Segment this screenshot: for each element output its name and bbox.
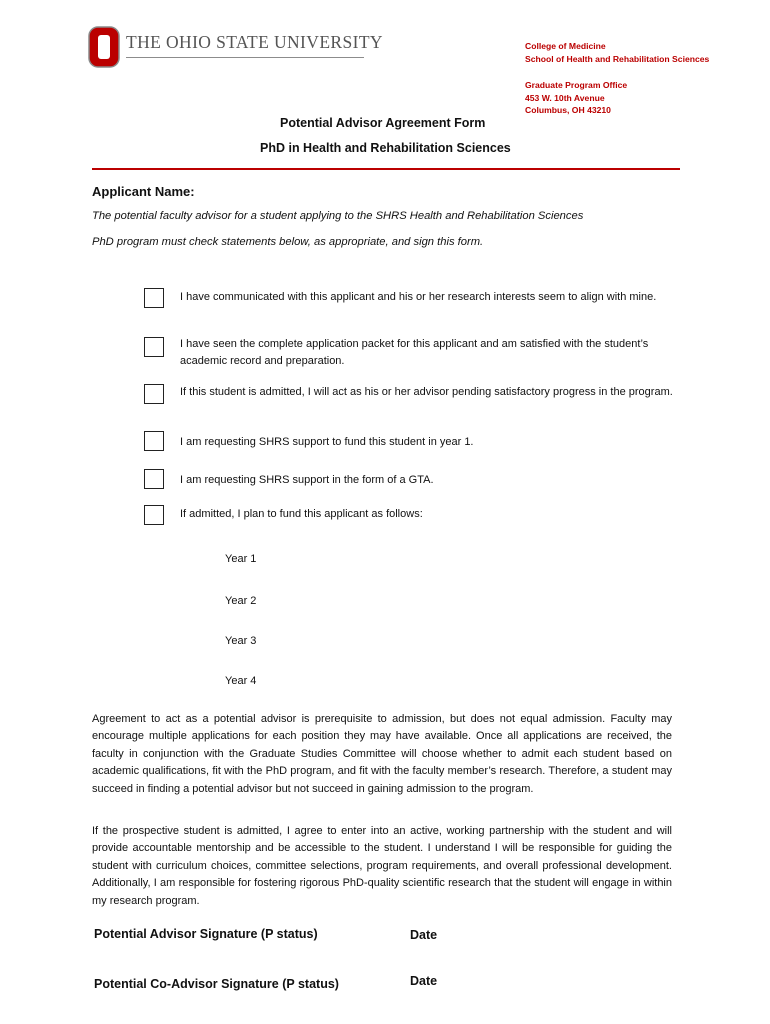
statement-checkbox-1[interactable]: [144, 288, 164, 308]
statement-text-5: I am requesting SHRS support in the form of a GTA.: [180, 474, 434, 486]
city-state-zip: Columbus, OH 43210: [525, 105, 611, 116]
funding-year-4: Year 4: [225, 675, 257, 687]
form-title: Potential Advisor Agreement Form: [280, 116, 486, 130]
advisor-signature-label: Potential Advisor Signature (P status): [94, 927, 318, 941]
coadvisor-signature-label: Potential Co-Advisor Signature (P status): [94, 977, 339, 991]
college-name: College of Medicine: [525, 41, 606, 51]
statement-checkbox-4[interactable]: [144, 431, 164, 451]
funding-year-1: Year 1: [225, 553, 257, 565]
statement-checkbox-6[interactable]: [144, 505, 164, 525]
form-subtitle: PhD in Health and Rehabilitation Sciences: [260, 141, 511, 155]
intro-line-1: The potential faculty advisor for a student applying to the SHRS Health and Rehabilitation Sciences: [92, 210, 584, 222]
statement-text-3: If this student is admitted, I will act as his or her advisor pending satisfactory progress in the program.: [180, 386, 673, 398]
intro-line-2: PhD program must check statements below, as appropriate, and sign this form.: [92, 236, 484, 248]
statement-text-6: If admitted, I plan to fund this applicant as follows:: [180, 508, 423, 520]
school-name: School of Health and Rehabilitation Sciences: [525, 53, 710, 64]
block-o-logo-icon: [88, 26, 120, 68]
admission-disclaimer-paragraph: Agreement to act as a potential advisor is prerequisite to admission, but does not equal admission. Faculty may encourage multiple applications for each position they may have available. Once all applications are received, the faculty in conjunction with the Graduate Studies Committee will choose whether to admit each student based on academic qualifications, fit with the PhD program, and fit with the faculty member’s research. Therefore, a student may succeed in finding a potential advisor but not succeed in gaining admission to the program.: [92, 713, 672, 795]
statement-text-4: I am requesting SHRS support to fund this student in year 1.: [180, 436, 474, 448]
statement-checkbox-3[interactable]: [144, 384, 164, 404]
university-logo: [88, 26, 383, 72]
statement-checkbox-2[interactable]: [144, 337, 164, 357]
funding-year-2: Year 2: [225, 595, 257, 607]
title-divider: [92, 168, 680, 170]
logo-divider: [126, 57, 364, 58]
applicant-name-label: Applicant Name:: [92, 184, 195, 199]
coadvisor-date-label: Date: [410, 974, 438, 988]
street-address: 453 W. 10th Avenue: [525, 92, 605, 103]
statement-text-2: I have seen the complete application packet for this applicant and am satisfied with the student’s academic record and preparation.: [180, 338, 649, 367]
mentorship-commitment-paragraph: If the prospective student is admitted, I agree to enter into an active, working partnership with the student and will provide accountable mentorship and be accessible to the student. I understand I will be responsible for guiding the student with curriculum choices, committee selections, program requirements, and overall professional development. Additionally, I am responsible for fostering rigorous PhD-quality scientific research that the student will engage in within my research program.: [92, 825, 672, 907]
statement-checkbox-5[interactable]: [144, 469, 164, 489]
university-name: THE OHIO STATE UNIVERSITY: [126, 32, 383, 52]
advisor-date-label: Date: [410, 928, 438, 942]
office-name: Graduate Program Office: [525, 80, 628, 90]
funding-year-3: Year 3: [225, 635, 257, 647]
statement-text-1: I have communicated with this applicant and his or her research interests seem to align with mine.: [180, 291, 657, 303]
